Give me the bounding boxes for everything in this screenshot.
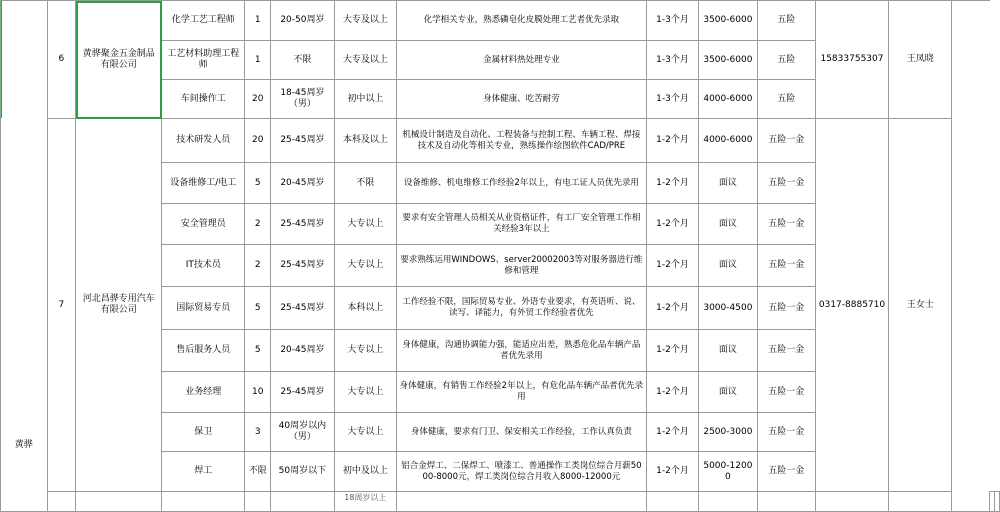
job-insurance[interactable]: 五险 <box>757 41 815 80</box>
company-contact[interactable]: 王凤晓 <box>889 1 952 119</box>
job-req[interactable]: 要求有安全管理人员相关从业资格证件，有工厂安全管理工作相关经验3年以上 <box>396 204 646 245</box>
job-title[interactable]: 售后服务人员 <box>162 330 245 372</box>
job-salary[interactable]: 面议 <box>699 163 757 204</box>
job-period[interactable]: 1-2个月 <box>646 287 698 330</box>
job-count[interactable]: 5 <box>245 330 271 372</box>
job-title[interactable]: 国际贸易专员 <box>162 287 245 330</box>
job-edu[interactable]: 本科及以上 <box>334 119 396 163</box>
job-insurance[interactable]: 五险一金 <box>757 287 815 330</box>
job-edu[interactable]: 初中以上 <box>334 80 396 119</box>
job-edu[interactable]: 本科以上 <box>334 287 396 330</box>
job-edu[interactable]: 大专及以上 <box>334 1 396 41</box>
job-salary[interactable]: 3000-4500 <box>699 287 757 330</box>
job-edu[interactable]: 大专及以上 <box>334 41 396 80</box>
job-age[interactable]: 25-45周岁 <box>271 245 335 287</box>
job-salary[interactable]: 面议 <box>699 372 757 413</box>
job-salary[interactable]: 4000-6000 <box>699 119 757 163</box>
cell[interactable] <box>245 492 271 512</box>
job-req[interactable]: 身体健康，沟通协调能力强，能适应出差，熟悉危化品车辆产品者优先录用 <box>396 330 646 372</box>
job-req[interactable]: 身体健康，要求有门卫、保安相关工作经验，工作认真负责 <box>396 413 646 452</box>
job-insurance[interactable]: 五险一金 <box>757 119 815 163</box>
job-count[interactable]: 1 <box>245 1 271 41</box>
job-period[interactable]: 1-2个月 <box>646 204 698 245</box>
job-period[interactable]: 1-2个月 <box>646 245 698 287</box>
cell[interactable] <box>646 492 698 512</box>
cell[interactable] <box>815 492 888 512</box>
job-salary[interactable]: 3500-6000 <box>699 41 757 80</box>
job-req[interactable]: 化学相关专业，熟悉磷皂化皮膜处理工艺者优先录取 <box>396 1 646 41</box>
job-period[interactable]: 1-2个月 <box>646 330 698 372</box>
job-edu[interactable]: 不限 <box>334 163 396 204</box>
job-insurance[interactable]: 五险一金 <box>757 372 815 413</box>
job-salary[interactable]: 4000-6000 <box>699 80 757 119</box>
job-age[interactable]: 不限 <box>271 41 335 80</box>
job-age[interactable]: 25-45周岁 <box>271 204 335 245</box>
job-salary[interactable]: 2500-3000 <box>699 413 757 452</box>
job-insurance[interactable]: 五险一金 <box>757 245 815 287</box>
table-row-partial[interactable] <box>1 492 1000 512</box>
cell[interactable] <box>47 492 76 512</box>
job-period[interactable]: 1-3个月 <box>646 1 698 41</box>
job-insurance[interactable]: 五险一金 <box>757 204 815 245</box>
job-salary[interactable]: 面议 <box>699 204 757 245</box>
cell[interactable] <box>889 492 952 512</box>
job-insurance[interactable]: 五险一金 <box>757 330 815 372</box>
job-count[interactable]: 20 <box>245 119 271 163</box>
job-age[interactable]: 18-45周岁（男） <box>271 80 335 119</box>
job-count[interactable]: 5 <box>245 287 271 330</box>
job-insurance[interactable]: 五险一金 <box>757 452 815 492</box>
job-age[interactable]: 50周岁以下 <box>271 452 335 492</box>
job-req[interactable]: 设备维修、机电维修工作经验2年以上，有电工证人员优先录用 <box>396 163 646 204</box>
job-req[interactable]: 要求熟练运用WINDOWS、server20002003等对服务器进行维修和管理 <box>396 245 646 287</box>
job-title[interactable]: 设备维修工/电工 <box>162 163 245 204</box>
job-salary[interactable]: 面议 <box>699 245 757 287</box>
table-row[interactable] <box>1 119 1000 163</box>
job-period[interactable]: 1-2个月 <box>646 372 698 413</box>
company-index[interactable]: 6 <box>47 1 76 119</box>
job-count[interactable]: 3 <box>245 413 271 452</box>
job-count[interactable]: 1 <box>245 41 271 80</box>
job-age[interactable]: 20-50周岁 <box>271 1 335 41</box>
job-title[interactable]: 保卫 <box>162 413 245 452</box>
job-req[interactable]: 工作经验不限，国际贸易专业、外语专业要求，有英语听、说、读写、译能力，有外贸工作经验者优先 <box>396 287 646 330</box>
job-req[interactable]: 机械设计制造及自动化、工程装备与控制工程、车辆工程、焊接技术及自动化等相关专业，熟练操作绘图软件CAD/PRE <box>396 119 646 163</box>
table-row[interactable] <box>1 1 1000 41</box>
job-period[interactable]: 1-3个月 <box>646 41 698 80</box>
job-req[interactable]: 身体健康，有销售工作经验2年以上，有危化品车辆产品者优先录用 <box>396 372 646 413</box>
job-period[interactable]: 1-2个月 <box>646 119 698 163</box>
company-name-cell-selected[interactable]: 黄骅聚金五金制品有限公司 <box>76 1 162 119</box>
job-title[interactable]: 安全管理员 <box>162 204 245 245</box>
job-age[interactable]: 18周岁以上 <box>334 492 396 512</box>
job-edu[interactable]: 大专以上 <box>334 245 396 287</box>
job-age[interactable]: 20-45周岁 <box>271 163 335 204</box>
company-contact[interactable]: 王女士 <box>889 119 952 492</box>
job-req[interactable]: 金属材料热处理专业 <box>396 41 646 80</box>
cell[interactable] <box>76 492 162 512</box>
job-count[interactable]: 20 <box>245 80 271 119</box>
cell[interactable] <box>995 492 1000 512</box>
job-count[interactable]: 2 <box>245 245 271 287</box>
job-title[interactable]: 焊工 <box>162 452 245 492</box>
job-count[interactable]: 5 <box>245 163 271 204</box>
job-title[interactable]: 工艺材料助理工程师 <box>162 41 245 80</box>
job-title[interactable]: 技术研发人员 <box>162 119 245 163</box>
cell[interactable] <box>757 492 815 512</box>
job-edu[interactable]: 大专以上 <box>334 330 396 372</box>
job-insurance[interactable]: 五险 <box>757 80 815 119</box>
job-count[interactable]: 2 <box>245 204 271 245</box>
empty-column[interactable] <box>952 1 990 512</box>
job-period[interactable]: 1-3个月 <box>646 80 698 119</box>
job-salary[interactable]: 面议 <box>699 330 757 372</box>
cell[interactable] <box>162 492 245 512</box>
job-insurance[interactable]: 五险一金 <box>757 413 815 452</box>
job-salary[interactable]: 3500-6000 <box>699 1 757 41</box>
job-period[interactable]: 1-2个月 <box>646 452 698 492</box>
company-phone[interactable]: 0317-8885710 <box>815 119 888 492</box>
job-title[interactable]: IT技术员 <box>162 245 245 287</box>
job-age[interactable]: 25-45周岁 <box>271 287 335 330</box>
cell[interactable] <box>699 492 757 512</box>
job-req[interactable]: 身体健康、吃苦耐劳 <box>396 80 646 119</box>
job-period[interactable]: 1-2个月 <box>646 163 698 204</box>
job-insurance[interactable]: 五险一金 <box>757 163 815 204</box>
job-count[interactable]: 10 <box>245 372 271 413</box>
job-edu[interactable]: 初中及以上 <box>334 452 396 492</box>
job-insurance[interactable]: 五险 <box>757 1 815 41</box>
job-age[interactable]: 20-45周岁 <box>271 330 335 372</box>
job-age[interactable]: 25-45周岁 <box>271 372 335 413</box>
job-edu[interactable]: 大专以上 <box>334 413 396 452</box>
company-index[interactable]: 7 <box>47 119 76 492</box>
cell[interactable] <box>396 492 646 512</box>
job-count[interactable]: 不限 <box>245 452 271 492</box>
region-cell[interactable]: 黄骅 <box>1 1 48 512</box>
job-age[interactable]: 25-45周岁 <box>271 119 335 163</box>
job-edu[interactable]: 大专以上 <box>334 204 396 245</box>
job-title[interactable]: 业务经理 <box>162 372 245 413</box>
cell[interactable] <box>271 492 335 512</box>
job-salary[interactable]: 5000-12000 <box>699 452 757 492</box>
job-age[interactable]: 40周岁以内（男） <box>271 413 335 452</box>
job-period[interactable]: 1-2个月 <box>646 413 698 452</box>
job-edu[interactable]: 大专以上 <box>334 372 396 413</box>
job-title[interactable]: 车间操作工 <box>162 80 245 119</box>
company-name[interactable]: 河北昌骅专用汽车有限公司 <box>76 119 162 492</box>
job-title[interactable]: 化学工艺工程师 <box>162 1 245 41</box>
job-req[interactable]: 铝合金焊工、二保焊工、喷漆工、普通操作工类岗位综合月薪5000-8000元，焊工类岗位综合月收入8000-12000元 <box>396 452 646 492</box>
company-phone[interactable]: 15833755307 <box>815 1 888 119</box>
